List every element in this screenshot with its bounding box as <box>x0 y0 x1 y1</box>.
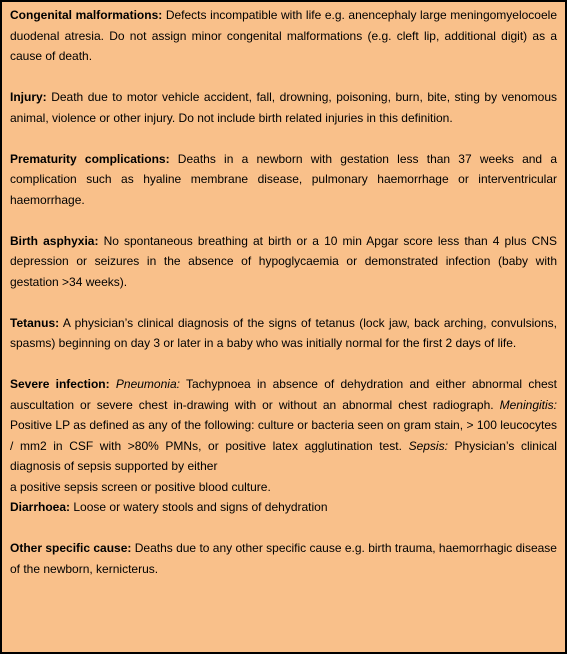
definition-term: Other specific cause: <box>10 541 132 555</box>
definition-text: Death due to motor vehicle accident, fall, drowning, poisoning, burn, bite, sting by venomous animal, violence or other injury. Do not include birth related injuries in this definition. <box>10 90 557 125</box>
definition-birth-asphyxia <box>10 231 557 293</box>
definition-text: No spontaneous breathing at birth or a 10 min Apgar score less than 4 plus CNS depression or seizures in the absence of hypoglycaemia or demonstrated infection (baby with gestation >34 weeks). <box>10 233 557 289</box>
definition-text: Loose or watery stools and signs of dehydration <box>70 500 328 514</box>
definition-term: Severe infection: <box>10 377 110 391</box>
definition-tetanus <box>10 313 557 354</box>
definition-congenital-malformations <box>10 5 557 67</box>
definition-term: Prematurity complications: <box>10 151 170 166</box>
meningitis-text: Positive LP as defined as any of the following: culture or bacteria seen on gram stain, > 100 leucocytes / mm2 in CSF with >80% PMNs, or positive latex agglutination test. <box>10 418 557 453</box>
definition-severe-infection <box>10 374 557 477</box>
definition-text: Deaths in a newborn with gestation less than 37 weeks and a complication such as hyaline membrane disease, pulmonary haemorrhage or interventricular haemorrhage. <box>10 151 557 207</box>
sepsis-label: Sepsis: <box>408 438 448 453</box>
definition-term: Birth asphyxia: <box>10 233 99 248</box>
definition-term: Diarrhoea: <box>10 500 71 514</box>
definition-term: Tetanus: <box>10 315 60 330</box>
definition-text: A physician’s clinical diagnosis of the signs of tetanus (lock jaw, back arching, convulsions, spasms) beginning on day 3 or later in a baby who was initially normal for the first 2 days of life. <box>10 315 557 350</box>
definition-diarrhoea <box>10 497 557 518</box>
pneumonia-text: Tachypnoea in absence of dehydration and either abnormal chest auscultation or severe chest in-drawing with or without an abnormal chest radiograph. <box>10 377 557 412</box>
definition-text: Defects incompatible with life e.g. anencephaly large meningomyelocoele duodenal atresia. Do not assign minor congenital malformations (e.g. cleft lip, additional digit) as a cause of death. <box>10 8 557 63</box>
definition-term: Injury: <box>10 90 47 104</box>
definition-prematurity-complications <box>10 149 557 211</box>
pneumonia-label: Pneumonia: <box>115 377 180 391</box>
definition-term: Congenital malformations: <box>10 8 163 22</box>
definition-other-specific-cause <box>10 538 557 579</box>
sepsis-text-continued: a positive sepsis screen or positive blood culture. <box>10 479 271 494</box>
definition-injury <box>10 87 557 128</box>
sepsis-text: Physician’s clinical diagnosis of sepsis supported by either <box>10 438 557 473</box>
meningitis-label: Meningitis: <box>499 397 557 412</box>
definition-text: Deaths due to any other specific cause e.g. birth trauma, haemorrhagic disease of the newborn, kernicterus. <box>10 541 557 576</box>
